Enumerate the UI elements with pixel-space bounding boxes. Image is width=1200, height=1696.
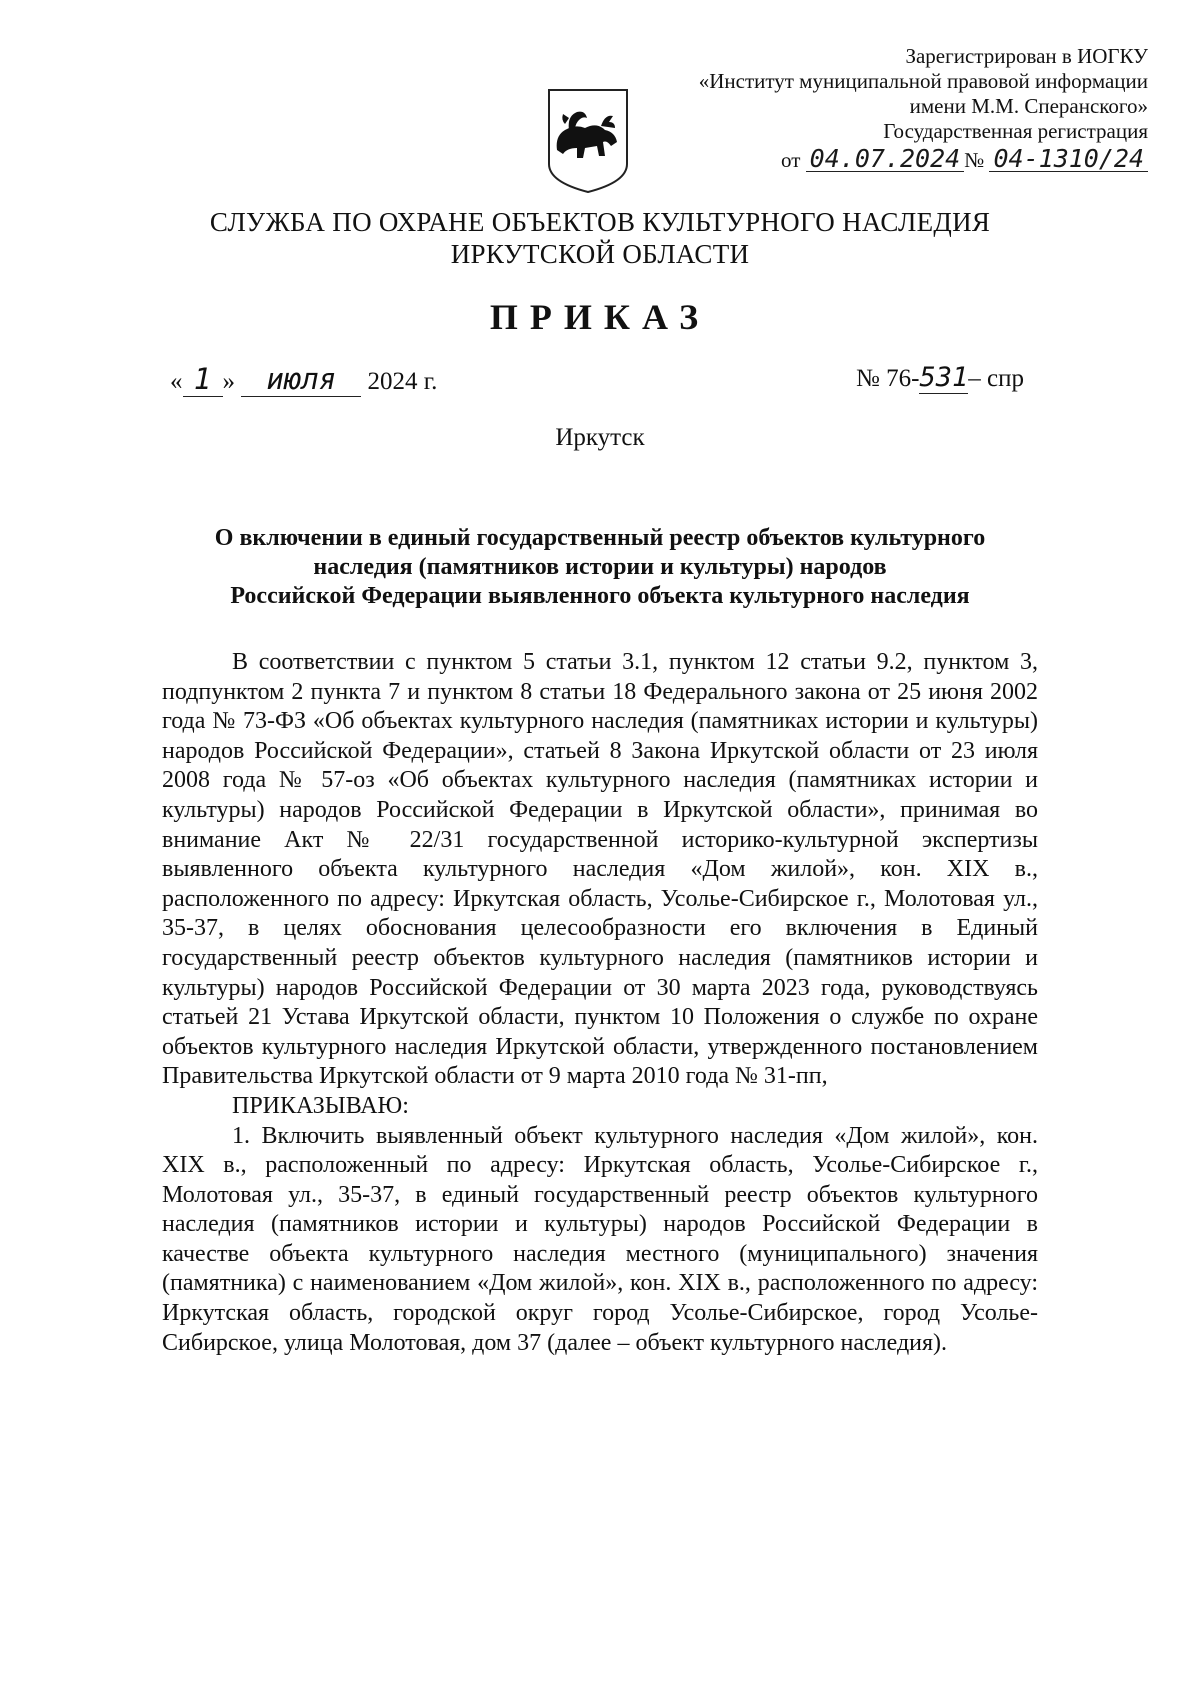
organization-line-1: СЛУЖБА ПО ОХРАНЕ ОБЪЕКТОВ КУЛЬТУРНОГО НАСЛЕДИЯ — [209, 207, 991, 237]
irkutsk-coat-of-arms-icon — [545, 86, 631, 196]
registration-date: 04.07.2024 — [806, 146, 965, 172]
city: Иркутск — [555, 424, 645, 451]
date-year: 2024 г. — [367, 368, 438, 395]
date-month: июля — [241, 362, 361, 397]
preamble-paragraph: В соответствии с пунктом 5 статьи 3.1, пунктом 12 статьи 9.2, пунктом 3, подпунктом 2 пункта 7 и пунктом 8 статьи 18 Федерального закона от 25 июня 2002 года № 73-ФЗ «Об объектах культурного наследия (памятниках истории и культуры) народов Российской Федерации», статьей 8 Закона Иркутской области от 23 июля 2008 года № 57-оз «Об объектах культурного наследия (памятниках истории и культуры) народов Российской Федерации в Иркутской области», принимая во внимание Акт № 22/31 государственной историко-культурной экспертизы выявленного объекта культурного наследия «Дом жилой», кон. XIX в., расположенного по адресу: Иркутская область, Усолье-Сибирское г., Молотовая ул., 35-37, в целях обоснования целесообразности его включения в Единый государственный реестр объектов культурного наследия (памятников истории и культуры) народов Российской Федерации от 30 марта 2023 года, руководствуясь статьей 21 Устава Иркутской области, пунктом 10 Положения о службе по охране объектов культурного наследия Иркутской области, утвержденного постановлением Правительства Иркутской области от 9 марта 2010 года № 31-пп, — [162, 649, 1038, 1090]
order-number — [856, 362, 1024, 394]
title-line-1: О включении в единый государственный реестр объектов культурного — [214, 525, 986, 551]
order-item-1: 1. Включить выявленный объект культурного наследия «Дом жилой», кон. XIX в., расположенный по адресу: Иркутская область, Усолье-Сибирское г., Молотовая ул., 35-37, в единый государственный реестр объектов культурного наследия (памятников истории и культуры) народов Российской Федерации в качестве объекта культурного наследия местного (муниципального) значения (памятника) с наименованием «Дом жилой», кон. XIX в., расположенного по адресу: Иркутская область, городской округ город Усолье-Сибирское, город Усолье-Сибирское, улица Молотовая, дом 37 (далее – объект культурного наследия). — [162, 1122, 1038, 1356]
order-date — [170, 362, 437, 397]
date-day: 1 — [183, 362, 223, 397]
registration-number: 04-1310/24 — [989, 146, 1148, 172]
registration-date-number — [628, 146, 1148, 173]
registration-line-2: «Институт муниципальной правовой информации — [698, 69, 1148, 93]
date-close-quote: » — [222, 368, 235, 395]
number-prefix: № 76- — [856, 365, 920, 392]
date-open-quote: « — [170, 368, 183, 395]
document-title — [150, 524, 1050, 611]
registration-line-1: Зарегистрирован в ИОГКУ — [905, 44, 1148, 68]
number-suffix: – спр — [968, 365, 1024, 392]
registration-line-4: Государственная регистрация — [883, 119, 1148, 143]
registration-number-label: № — [964, 148, 985, 172]
registration-from-label: от — [781, 148, 801, 172]
registration-stamp — [628, 44, 1148, 173]
organization-line-2: ИРКУТСКОЙ ОБЛАСТИ — [450, 239, 750, 269]
document-body — [162, 648, 1038, 1358]
document-type: ПРИКАЗ — [489, 297, 711, 337]
registration-line-3: имени М.М. Сперанского» — [909, 94, 1148, 118]
title-line-2: наследия (памятников истории и культуры) народов — [313, 554, 887, 580]
title-line-3: Российской Федерации выявленного объекта культурного наследия — [230, 583, 970, 609]
number-handwritten: 531 — [919, 362, 969, 393]
organization-name — [0, 206, 1200, 270]
decree-word: ПРИКАЗЫВАЮ: — [232, 1092, 409, 1119]
